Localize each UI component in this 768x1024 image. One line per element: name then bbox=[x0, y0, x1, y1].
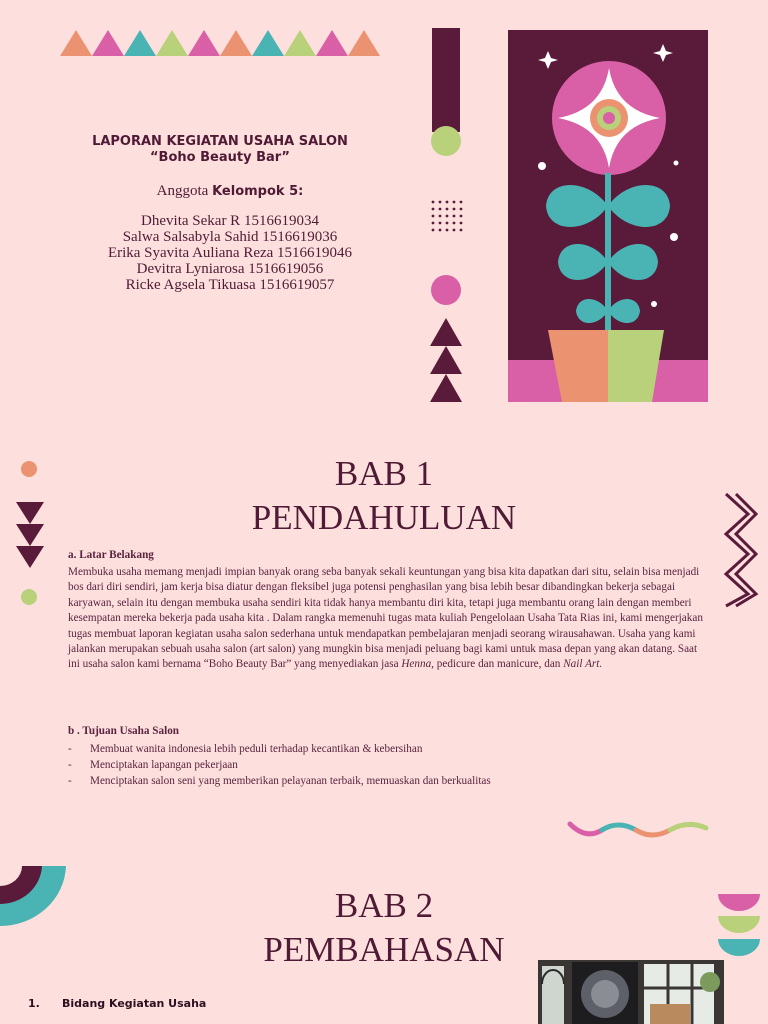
member-item: Ricke Agsela Tikuasa 1516619057 bbox=[125, 277, 335, 293]
section-a-text-end: pedicure dan manicure, dan bbox=[433, 658, 564, 671]
section-a-henna: Henna, bbox=[401, 658, 434, 671]
list-dash: - bbox=[68, 759, 72, 771]
triangle-banner-decoration bbox=[60, 28, 384, 58]
group-label: Kelompok 5: bbox=[212, 184, 304, 199]
chapter2-heading-number: BAB 2 bbox=[334, 886, 434, 925]
chapter2-item-label: Bidang Kegiatan Usaha bbox=[62, 997, 207, 1010]
section-a-text: Membuka usaha memang menjadi impian banyak orang seba banyak sekali keuntungan yang bisa kita dapatkan dari situ, selain bisa menjadi bos dari diri sendiri, jam kerja bisa diatur dengan fleksibel juga potensi penghasilan yang bisa lebih besar dibandingkan bekerja sebagai karyawan, selain itu dengan membuka usaha sendiri kita tidak hanya membantu diri kita, tetapi juga membantu orang lain dengan memberi kesempatan mereka bekerja pada usaha kita . Dalam rangka memenuhi tugas mata kuliah Pengelolaan Usaha Tata Rias ini, kami mengerjakan tugas membuat laporan kegiatan usaha salon sederhana untuk mendapatkan pembelajaran menjadi seorang wirausahawan. Usaha yang kami jalankan merupakan sebuah usaha salon (art salon) yang mungkin bisa menjadi peluang bagi kami untuk masa depan yang akan datang. Saat ini usaha salon kami bernama “Boho Beauty Bar” yang menyediakan jasa bbox=[68, 566, 703, 671]
member-list bbox=[40, 213, 420, 293]
chapter2-item-number: 1. bbox=[28, 997, 40, 1010]
chapter1-heading-number: BAB 1 bbox=[334, 454, 434, 493]
section-a-title: a. Latar Belakang bbox=[68, 549, 154, 561]
member-item: Devitra Lyniarosa 1516619056 bbox=[136, 261, 324, 277]
salon-name: “Boho Beauty Bar” bbox=[150, 150, 290, 165]
section-b-title: b . Tujuan Usaha Salon bbox=[68, 725, 180, 737]
chapter1-heading-title: PENDAHULUAN bbox=[251, 498, 517, 537]
salon-interior-photo bbox=[538, 960, 724, 1024]
wave-decoration bbox=[566, 816, 710, 842]
member-item: Dhevita Sekar R 1516619034 bbox=[141, 213, 319, 229]
report-title: LAPORAN KEGIATAN USAHA SALON bbox=[92, 134, 348, 149]
list-item bbox=[68, 741, 422, 757]
group-prefix: Anggota bbox=[156, 183, 209, 199]
member-item: Salwa Salsabyla Sahid 1516619036 bbox=[122, 229, 338, 245]
flower-illustration bbox=[508, 30, 708, 402]
section-a-paragraph bbox=[68, 565, 708, 673]
list-item-text: Menciptakan lapangan pekerjaan bbox=[90, 759, 238, 771]
group-line bbox=[40, 183, 420, 200]
list-dash: - bbox=[68, 743, 72, 755]
list-item bbox=[68, 757, 238, 773]
vertical-ornament-decoration bbox=[424, 28, 470, 408]
member-item: Erika Syavita Auliana Reza 1516619046 bbox=[107, 245, 353, 261]
list-item bbox=[68, 773, 491, 789]
list-item-text: Menciptakan salon seni yang memberikan pelayanan terbaik, memuaskan dan berkualitas bbox=[90, 775, 491, 787]
section-a-nailart: Nail Art. bbox=[563, 658, 603, 671]
chapter2-heading-title: PEMBAHASAN bbox=[263, 930, 505, 969]
list-item-text: Membuat wanita indonesia lebih peduli terhadap kecantikan & kebersihan bbox=[90, 743, 423, 755]
list-dash: - bbox=[68, 775, 72, 787]
